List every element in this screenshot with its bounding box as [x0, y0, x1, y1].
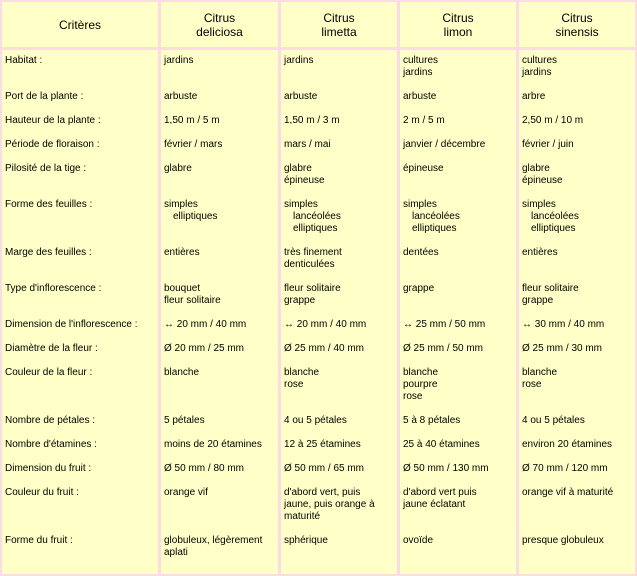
- table-cell: [164, 283, 221, 307]
- table-cell: [164, 247, 200, 259]
- table-cell: [164, 115, 220, 127]
- cell-line: Ø 25 mm / 50 mm: [403, 343, 484, 354]
- cell-line: presque globuleux: [522, 535, 604, 546]
- criterion-label: Couleur de la fleur :: [5, 367, 93, 378]
- species-epithet: limetta: [321, 24, 357, 39]
- cell-line: glabre: [522, 163, 550, 174]
- cell-line: dentées: [403, 247, 439, 258]
- cell-line: rose: [403, 391, 423, 402]
- criterion-label: Forme du fruit :: [5, 535, 73, 546]
- cell-line: 25 à 40 étamines: [403, 439, 480, 450]
- table-cell: [522, 319, 604, 331]
- table-cell: [522, 463, 608, 475]
- cell-line: janvier / décembre: [403, 139, 486, 150]
- criterion-label: Diamètre de la fleur :: [5, 343, 98, 354]
- cell-line: elliptiques: [293, 223, 338, 234]
- table-cell: [284, 439, 361, 451]
- cell-line: maturité: [284, 511, 321, 522]
- cell-line: ovoïde: [403, 535, 434, 546]
- cell-line: fleur solitaire: [164, 295, 221, 306]
- table-cell: [284, 535, 328, 547]
- criterion-label: Pilosité de la tige :: [5, 163, 87, 174]
- cell-line: bouquet: [164, 283, 201, 294]
- table-cell: [403, 535, 433, 547]
- cell-line: cultures: [403, 55, 439, 66]
- cell-line: grappe: [403, 283, 435, 294]
- cell-line: 4 ou 5 pétales: [522, 415, 585, 426]
- table-cell: [284, 115, 340, 127]
- cell-line: elliptiques: [412, 223, 457, 234]
- table-cell: [522, 415, 585, 427]
- cell-line: ↔ 30 mm / 40 mm: [522, 319, 605, 330]
- header-criteria: [2, 2, 158, 47]
- table-cell: [403, 163, 444, 175]
- table-cell: [284, 487, 375, 523]
- cell-line: février / mars: [164, 139, 223, 150]
- table-cell: [284, 319, 366, 331]
- table-cell: [522, 91, 545, 103]
- table-cell: [522, 343, 602, 355]
- table-cell: [164, 343, 244, 355]
- table-cell: [284, 367, 319, 391]
- table-cell: [403, 487, 477, 511]
- criterion-label: Nombre de pétales :: [5, 415, 96, 426]
- species-genus: Citrus: [561, 10, 593, 25]
- cell-line: ↔ 20 mm / 40 mm: [164, 319, 247, 330]
- table-cell: [164, 367, 199, 379]
- cell-line: Ø 70 mm / 120 mm: [522, 463, 608, 474]
- cell-line: simples: [284, 199, 318, 210]
- cell-line: denticulées: [284, 259, 335, 270]
- cell-line: orange vif: [164, 487, 208, 498]
- cell-line: orange vif à maturité: [522, 487, 614, 498]
- cell-line: glabre: [164, 163, 192, 174]
- cell-line: très finement: [284, 247, 342, 258]
- cell-line: d'abord vert puis: [403, 487, 477, 498]
- cell-line: moins de 20 étamines: [164, 439, 262, 450]
- cell-line: 1,50 m / 3 m: [284, 115, 340, 126]
- species-genus: Citrus: [442, 10, 474, 25]
- table-cell: [164, 163, 192, 175]
- header-criteria-label: Critères: [58, 17, 101, 32]
- table-cell: [403, 415, 460, 427]
- cell-line: d'abord vert, puis: [284, 487, 361, 498]
- table-cell: [164, 463, 244, 475]
- table-cell: [284, 163, 325, 187]
- table-cell: [403, 463, 489, 475]
- table-cell: [164, 439, 262, 451]
- table-cell: [164, 487, 208, 499]
- cell-line: fleur solitaire: [522, 283, 579, 294]
- table-cell: [164, 319, 246, 331]
- cell-line: Ø 25 mm / 40 mm: [284, 343, 365, 354]
- cell-line: simples: [164, 199, 198, 210]
- cell-line: sphérique: [284, 535, 328, 546]
- cell-line: blanche: [164, 367, 200, 378]
- table-cell: [284, 247, 342, 271]
- cell-line: arbuste: [284, 91, 318, 102]
- cell-line: aplati: [164, 547, 188, 558]
- table-cell: [284, 199, 341, 235]
- cell-line: épineuse: [403, 163, 444, 174]
- cell-line: cultures: [522, 55, 558, 66]
- cell-line: Ø 50 mm / 80 mm: [164, 463, 245, 474]
- table-cell: [522, 439, 612, 451]
- criterion-label: Forme des feuilles :: [5, 199, 93, 210]
- table-cell: [522, 487, 613, 499]
- species-genus: Citrus: [323, 10, 355, 25]
- table-cell: [403, 247, 439, 259]
- cell-line: jardins: [522, 67, 552, 78]
- criterion-label: Marge des feuilles :: [5, 247, 92, 258]
- table-cell: [403, 115, 445, 127]
- cell-line: ↔ 25 mm / 50 mm: [403, 319, 486, 330]
- cell-line: rose: [284, 379, 304, 390]
- cell-line: blanche: [403, 367, 439, 378]
- cell-line: 2 m / 5 m: [403, 115, 445, 126]
- cell-line: simples: [403, 199, 437, 210]
- table-cell: [164, 139, 222, 151]
- table-cell: [403, 55, 438, 79]
- cell-line: rose: [522, 379, 542, 390]
- criterion-label: Hauteur de la plante :: [5, 115, 101, 126]
- cell-line: février / juin: [522, 139, 574, 150]
- cell-line: glabre: [284, 163, 312, 174]
- header-species-2: [281, 2, 397, 47]
- cell-line: lancéolées: [412, 211, 460, 222]
- table-cell: [403, 139, 485, 151]
- cell-line: pourpre: [403, 379, 438, 390]
- cell-line: mars / mai: [284, 139, 331, 150]
- cell-line: globuleux, légèrement: [164, 535, 263, 546]
- cell-line: jardins: [164, 55, 194, 66]
- table-cell: [284, 91, 317, 103]
- table-cell: [522, 139, 574, 151]
- species-epithet: sinensis: [555, 24, 599, 39]
- cell-line: jardins: [284, 55, 314, 66]
- cell-line: 12 à 25 étamines: [284, 439, 361, 450]
- cell-line: Ø 50 mm / 130 mm: [403, 463, 489, 474]
- table-cell: [522, 163, 563, 187]
- table-cell: [403, 343, 483, 355]
- table-cell: [522, 367, 557, 391]
- table-cell: [522, 247, 558, 259]
- table-cell: [403, 367, 438, 403]
- header-species-4: [519, 2, 635, 47]
- criterion-label: Type d'inflorescence :: [5, 283, 102, 294]
- cell-line: épineuse: [522, 175, 563, 186]
- table-cell: [164, 91, 197, 103]
- cell-line: entières: [522, 247, 558, 258]
- cell-line: elliptiques: [173, 211, 218, 222]
- table-cell: [284, 463, 364, 475]
- criterion-label: Dimension du fruit :: [5, 463, 92, 474]
- cell-line: 2,50 m / 10 m: [522, 115, 584, 126]
- cell-line: simples: [522, 199, 556, 210]
- table-cell: [403, 199, 460, 235]
- cell-line: 4 ou 5 pétales: [284, 415, 347, 426]
- criterion-label: Période de floraison :: [5, 139, 100, 150]
- cell-line: Ø 25 mm / 30 mm: [522, 343, 603, 354]
- cell-line: grappe: [284, 295, 316, 306]
- cell-line: arbre: [522, 91, 546, 102]
- cell-line: elliptiques: [531, 223, 576, 234]
- cell-line: entières: [164, 247, 200, 258]
- table-cell: [522, 535, 604, 547]
- species-epithet: limon: [443, 24, 473, 39]
- table-cell: [164, 535, 262, 559]
- table-cell: [403, 283, 434, 295]
- cell-line: Ø 20 mm / 25 mm: [164, 343, 245, 354]
- table-cell: [522, 55, 557, 79]
- cell-line: jardins: [403, 67, 433, 78]
- cell-line: lancéolées: [531, 211, 579, 222]
- table-cell: [403, 91, 436, 103]
- criterion-label: Couleur du fruit :: [5, 487, 79, 498]
- criterion-label: Dimension de l'inflorescence :: [5, 319, 138, 330]
- table-cell: [164, 55, 193, 67]
- table-cell: [284, 343, 364, 355]
- table-cell: [284, 283, 341, 307]
- cell-line: blanche: [284, 367, 320, 378]
- criterion-label: Nombre d'étamines :: [5, 439, 97, 450]
- table-cell: [522, 283, 579, 307]
- cell-line: jaune, puis orange à: [284, 499, 375, 510]
- cell-line: épineuse: [284, 175, 325, 186]
- cell-line: Ø 50 mm / 65 mm: [284, 463, 365, 474]
- header-species-1: [161, 2, 278, 47]
- table-cell: [284, 415, 347, 427]
- cell-line: 1,50 m / 5 m: [164, 115, 220, 126]
- table-cell: [522, 199, 579, 235]
- cell-line: blanche: [522, 367, 558, 378]
- table-cell: [522, 115, 583, 127]
- table-cell: [403, 319, 485, 331]
- table-cell: [164, 415, 205, 427]
- header-species-3: [400, 2, 516, 47]
- species-genus: Citrus: [203, 10, 236, 25]
- cell-line: jaune éclatant: [403, 499, 466, 510]
- table-cell: [403, 439, 480, 451]
- cell-line: fleur solitaire: [284, 283, 341, 294]
- cell-line: grappe: [522, 295, 554, 306]
- cell-line: environ 20 étamines: [522, 439, 613, 450]
- criterion-label: Habitat :: [5, 55, 43, 66]
- cell-line: arbuste: [164, 91, 198, 102]
- cell-line: 5 à 8 pétales: [403, 415, 461, 426]
- cell-line: 5 pétales: [164, 415, 205, 426]
- species-epithet: deliciosa: [196, 24, 243, 39]
- table-cell: [164, 199, 217, 223]
- table-cell: [284, 139, 331, 151]
- criterion-label: Port de la plante :: [5, 91, 84, 102]
- cell-line: arbuste: [403, 91, 437, 102]
- cell-line: lancéolées: [293, 211, 341, 222]
- table-cell: [284, 55, 313, 67]
- cell-line: ↔ 20 mm / 40 mm: [284, 319, 367, 330]
